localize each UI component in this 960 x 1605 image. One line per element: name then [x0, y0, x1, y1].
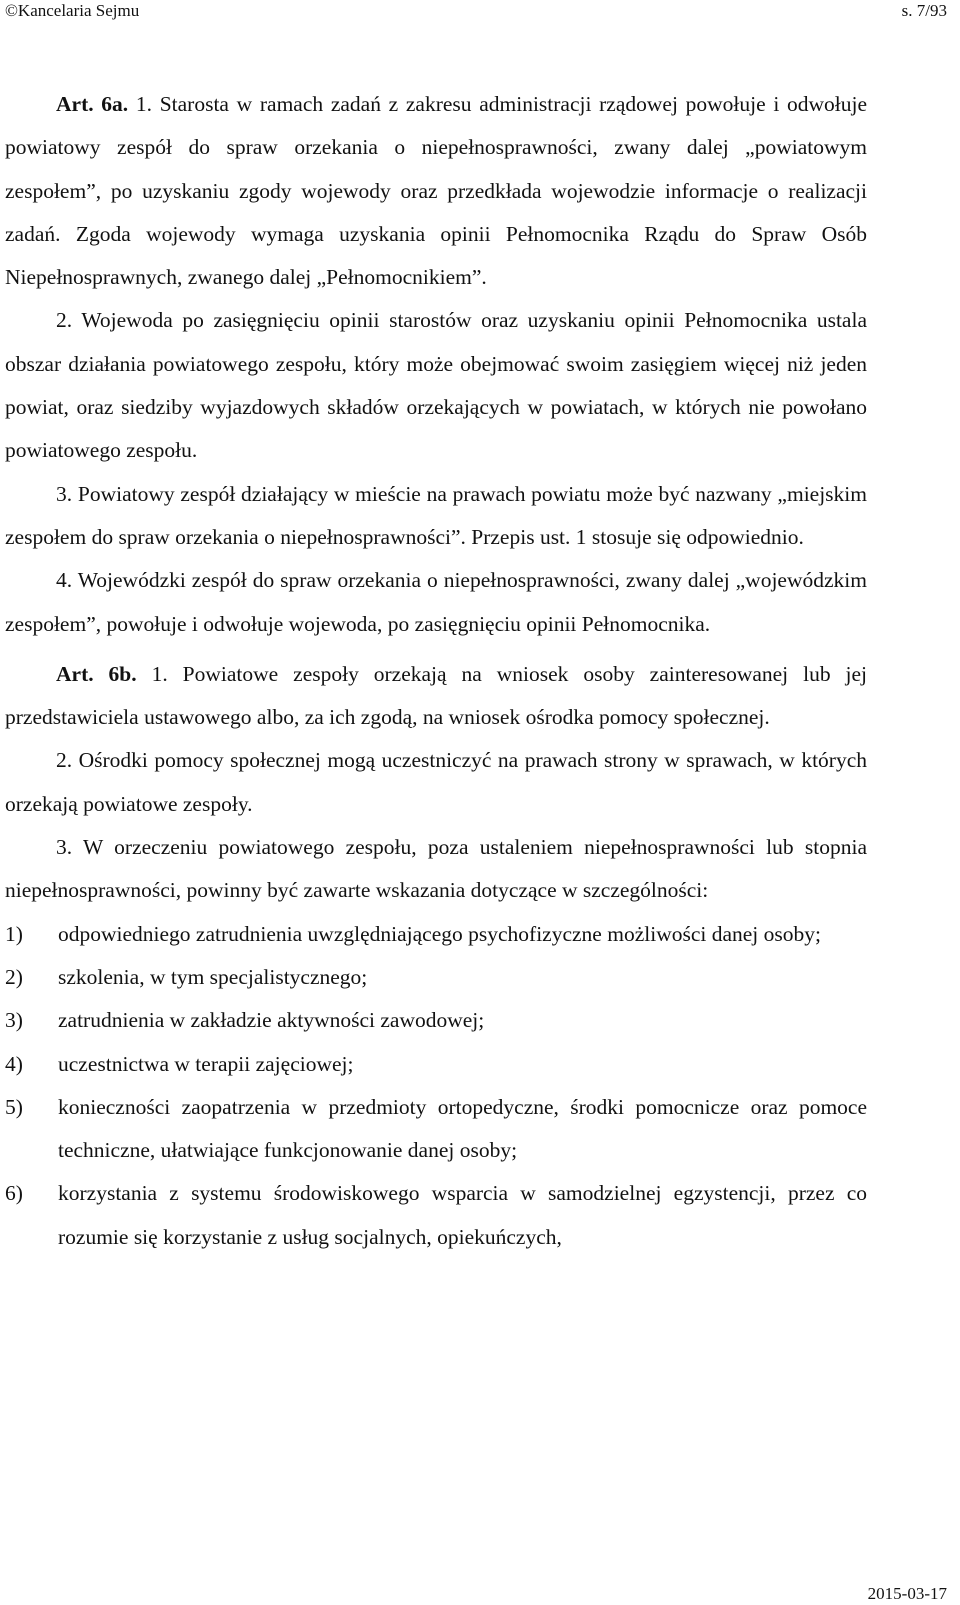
art-6b-paragraph-3: 3. W orzeczeniu powiatowego zespołu, poza ustaleniem niepełnosprawności lub stopnia niepełnosprawności, powinny być zawarte wskazania dotyczące w szczególności:	[5, 835, 867, 903]
list-item	[5, 1043, 867, 1086]
list-item-text: korzystania z systemu środowiskowego wsparcia w samodzielnej egzystencji, przez co rozumie się korzystanie z usług socjalnych, opiekuńczych,	[58, 1181, 867, 1249]
page-number: s. 7/93	[901, 1, 947, 20]
art-6b-paragraph-1	[5, 653, 867, 740]
art-6b-p1-text: 1. Powiatowe zespoły orzekają na wniosek osoby zainteresowanej lub jej przedstawiciela ustawowego albo, za ich zgodą, na wniosek ośrodka pomocy społecznej.	[5, 661, 868, 730]
list-item	[5, 913, 867, 956]
list-item-number: 6)	[5, 1181, 23, 1206]
list-item-text: uczestnictwa w terapii zajęciowej;	[58, 1051, 354, 1076]
list-item-text: zatrudnienia w zakładzie aktywności zawodowej;	[58, 1008, 485, 1033]
art-6b-paragraph-2: 2. Ośrodki pomocy społecznej mogą uczestniczyć na prawach strony w sprawach, w których orzekają powiatowe zespoły.	[5, 748, 867, 816]
list-item-number: 3)	[5, 1008, 23, 1033]
list-item	[5, 999, 867, 1042]
list-item-text: odpowiedniego zatrudnienia uwzględniającego psychofizyczne możliwości danej osoby;	[58, 921, 821, 946]
art-6a-paragraph-1	[5, 83, 867, 299]
art-6a-paragraph-4: 4. Wojewódzki zespół do spraw orzekania o niepełnosprawności, zwany dalej „wojewódzkim zespołem”, powołuje i odwołuje wojewoda, po zasięgnięciu opinii Pełnomocnika.	[5, 568, 867, 636]
art-6a-p1-text: 1. Starosta w ramach zadań z zakresu administracji rządowej powołuje i odwołuje powiatowy zespół do spraw orzekania o niepełnosprawności, zwany dalej „powiatowym zespołem”, po uzyskaniu zgody wojewody oraz przedkłada wojewodzie informacje o realizacji zadań. Zgoda wojewody wymaga uzyskania opinii Pełnomocnika Rządu do Spraw Osób Niepełnosprawnych, zwanego dalej „Pełnomocnikiem”.	[5, 92, 868, 290]
list-item	[5, 956, 867, 999]
list-item-text: konieczności zaopatrzenia w przedmioty ortopedyczne, środki pomocnicze oraz pomoce techniczne, ułatwiające funkcjonowanie danej osoby;	[58, 1094, 867, 1163]
list-item-text: szkolenia, w tym specjalistycznego;	[58, 964, 368, 989]
list-item-number: 5)	[5, 1094, 23, 1119]
list-item-number: 1)	[5, 921, 23, 946]
document-date: 2015-03-17	[867, 1584, 947, 1603]
art-6a-paragraph-2: 2. Wojewoda po zasięgnięciu opinii starostów oraz uzyskaniu opinii Pełnomocnika ustala obszar działania powiatowego zespołu, który może obejmować swoim zasięgiem więcej niż jeden powiat, oraz siedziby wyjazdowych składów orzekających w powiatach, w których nie powołano powiatowego zespołu.	[5, 308, 867, 463]
list-item-number: 4)	[5, 1051, 23, 1076]
art-6a-paragraph-3: 3. Powiatowy zespół działający w mieście na prawach powiatu może być nazwany „miejskim zespołem do spraw orzekania o niepełnosprawności”. Przepis ust. 1 stosuje się odpowiednio.	[5, 481, 867, 549]
art-6b-label: Art. 6b.	[56, 661, 137, 686]
list-item	[5, 1172, 867, 1259]
list-item	[5, 1086, 867, 1173]
list-item-number: 2)	[5, 964, 23, 989]
document-body	[5, 83, 867, 1259]
copyright-header: ©Kancelaria Sejmu	[5, 1, 140, 20]
art-6a-label: Art. 6a.	[56, 92, 129, 116]
indications-list	[5, 913, 867, 1259]
